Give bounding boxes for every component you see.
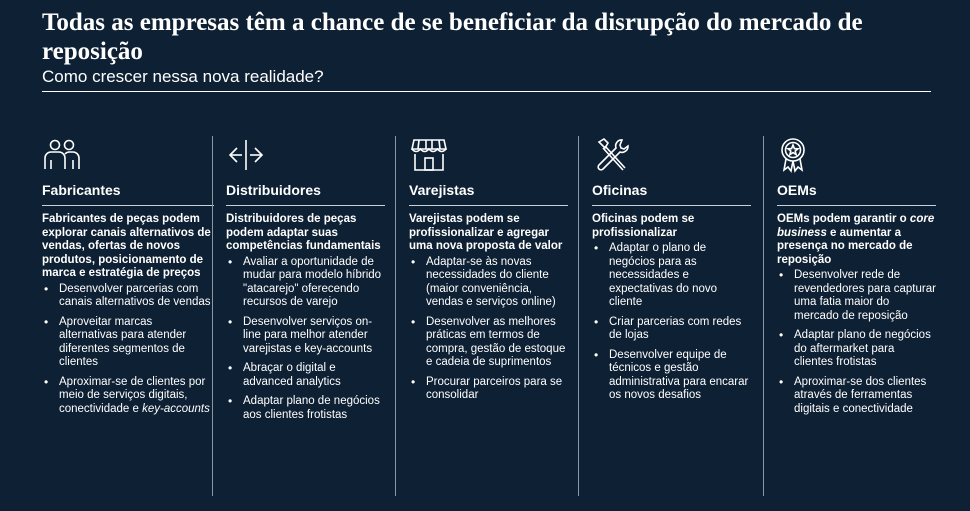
list-item: • Avaliar a oportunidade de mudar para modelo híbrido "atacarejo" oferecendo recursos de varejo [226, 256, 385, 310]
bullet-list [409, 256, 568, 403]
tools-icon [592, 136, 632, 174]
title-divider [42, 91, 931, 92]
list-item: • Abraçar o digital e advanced analytics [226, 362, 385, 389]
bullet-list [42, 283, 214, 417]
page-title: Todas as empresas têm a chance de se beneficiar da disrupção do mercado de reposição [42, 9, 863, 65]
list-item [42, 376, 214, 417]
list-item: • Adaptar-se às novas necessidades do cliente (maior conveniência, vendas e serviços online) [409, 256, 568, 310]
list-item-text: Aproximar-se de clientes por meio de serviços digitais, conectividade e [59, 375, 206, 415]
column-oficinas [578, 136, 751, 496]
column-divider [409, 205, 568, 206]
list-item: • Desenvolver as melhores práticas em termos de compra, gestão de estoque e cadeia de suprimentos [409, 316, 568, 370]
column-oems [763, 136, 936, 496]
people-icon [42, 136, 82, 174]
lead-text: OEMs podem garantir o [777, 213, 910, 225]
column-lead [777, 213, 936, 267]
column-title: Varejistas [409, 182, 475, 198]
column-lead: Varejistas podem se profissionalizar e agregar uma nova proposta de valor [409, 213, 563, 252]
list-item: • Adaptar o plano de negócios para as necessidades e expectativas do novo cliente [592, 242, 751, 310]
column-title: OEMs [777, 182, 817, 198]
column-fabricantes [42, 136, 214, 496]
column-divider [42, 205, 214, 206]
bullet-list [592, 242, 751, 403]
list-item: • Aproveitar marcas alternativas para atender diferentes segmentos de clientes [42, 316, 214, 370]
page-subtitle: Como crescer nessa nova realidade? [42, 67, 324, 86]
lead-emphasis: core business [777, 213, 935, 239]
list-item: • Adaptar plano de negócios do aftermarket para clientes frotistas [777, 329, 936, 370]
arrows-split-icon [226, 136, 266, 174]
column-divider [777, 205, 936, 206]
list-item: • Desenvolver equipe de técnicos e gestão administrativa para encarar os novos desafios [592, 349, 751, 403]
column-varejistas [395, 136, 568, 496]
list-item: • Procurar parceiros para se consolidar [409, 376, 568, 403]
list-item: • Aproximar-se dos clientes através de ferramentas digitais e conectividade [777, 376, 936, 417]
column-lead: Oficinas podem se profissionalizar [592, 213, 695, 239]
bullet-list [777, 269, 936, 416]
column-lead: Fabricantes de peças podem explorar canais alternativos de vendas, ofertas de novos produtos, posicionamento de marca e estratégia de preços [42, 213, 211, 279]
storefront-icon [409, 136, 449, 174]
lead-text: e aumentar a presença no mercado de reposição [777, 226, 913, 266]
column-divider [592, 205, 751, 206]
column-divider [226, 205, 385, 206]
list-item-emphasis: key-accounts [142, 402, 210, 415]
column-title: Fabricantes [42, 182, 121, 198]
list-item: • Adaptar plano de negócios aos clientes frotistas [226, 395, 385, 422]
column-title: Oficinas [592, 182, 648, 198]
column-distribuidores [212, 136, 385, 496]
list-item: • Desenvolver rede de revendedores para capturar uma fatia maior do mercado de reposição [777, 269, 936, 323]
column-title: Distribuidores [226, 182, 321, 198]
list-item: • Desenvolver parcerias com canais alternativos de vendas [42, 283, 214, 310]
list-item: • Desenvolver serviços on-line para melhor atender varejistas e key-accounts [226, 316, 385, 357]
award-ribbon-icon [777, 136, 817, 174]
column-lead: Distribuidores de peças podem adaptar suas competências fundamentais [226, 213, 381, 252]
list-item: • Criar parcerias com redes de lojas [592, 316, 751, 343]
bullet-list [226, 256, 385, 423]
